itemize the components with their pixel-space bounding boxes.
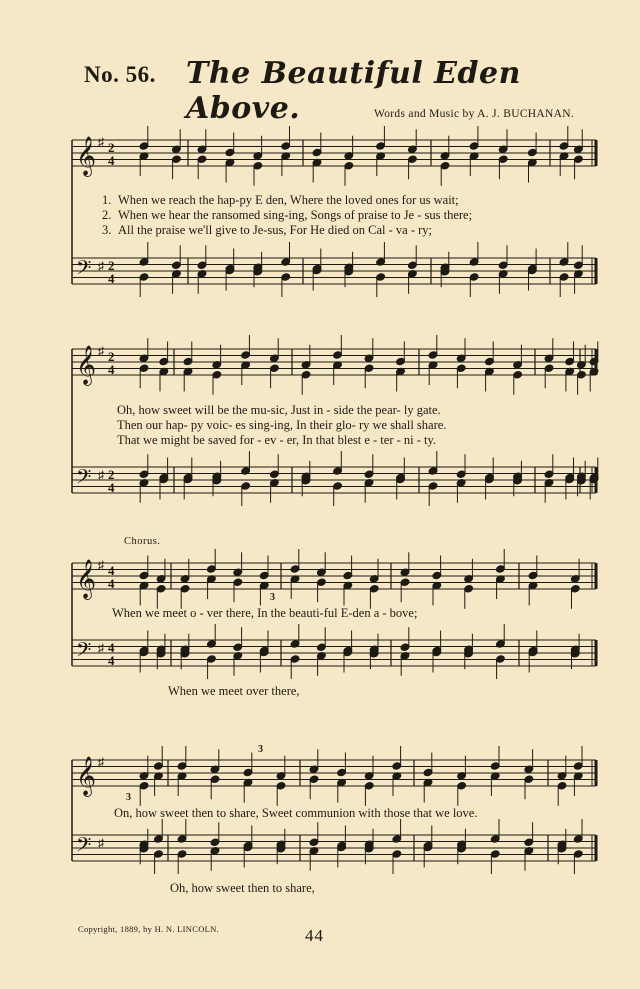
time-signature: 2 [108, 349, 115, 364]
time-signature: 2 [108, 467, 115, 482]
verse-3-line-1 [102, 223, 432, 238]
clef: 𝄞 [76, 345, 97, 385]
key-signature: ♯ [98, 135, 104, 149]
key-signature: ♯ [98, 641, 104, 655]
clef: 𝄞 [76, 559, 97, 599]
time-signature: 4 [108, 480, 115, 495]
time-signature: 4 [108, 576, 115, 591]
time-signature: 4 [108, 153, 115, 168]
verse-1-line-2: Oh, how sweet will be the mu-sic, Just in - side the pear- ly gate. [117, 403, 441, 417]
key-signature: ♯ [98, 468, 104, 482]
verse-2-line-2: Then our hap- py voic- es sing-ing, In their glo- ry we shall share. [117, 418, 447, 432]
key-signature: ♯ [98, 344, 104, 358]
time-signature: 4 [108, 653, 115, 668]
verse-text: When we reach the hap-py E den, Where the loved ones for us wait; [118, 193, 459, 207]
key-signature: ♯ [98, 558, 104, 572]
chorus-line-1: When we meet o - ver there, In the beauti-ful E-den a - bove; [112, 606, 418, 620]
verse-number: 1. [102, 193, 112, 207]
key-signature: ♯ [98, 755, 104, 769]
key-signature: ♯ [98, 836, 104, 850]
triplet-mark: 3 [270, 592, 275, 603]
copyright: Copyright, 1889, by H. N. LINCOLN. [78, 924, 219, 934]
hymn-title: The Beautiful Eden Above. [186, 56, 521, 126]
clef: 𝄞 [76, 136, 97, 176]
clef: 𝄢 [76, 465, 92, 493]
verse-number: 3. [102, 223, 112, 237]
time-signature: 4 [108, 563, 115, 578]
chorus-line-2: On, how sweet then to share, Sweet communion with those that we love. [114, 806, 478, 820]
clef: 𝄢 [76, 638, 92, 666]
clef: 𝄞 [76, 756, 97, 796]
verse-number: 2. [102, 208, 112, 222]
time-signature: 4 [108, 640, 115, 655]
key-signature: ♯ [98, 259, 104, 273]
verse-text: When we hear the ransomed sing-ing, Songs of praise to Je - sus there; [118, 208, 473, 222]
verse-1-line-1 [102, 193, 459, 208]
verse-text: All the praise we'll give to Je-sus, For He died on Cal - va - ry; [118, 223, 432, 237]
composer-credit: Words and Music by A. J. BUCHANAN. [374, 108, 574, 120]
page-number: 44 [305, 926, 324, 945]
triplet-mark: 3 [258, 744, 263, 755]
time-signature: 4 [108, 271, 115, 286]
chorus-bass-line-2: Oh, how sweet then to share, [170, 881, 315, 895]
verse-2-line-1 [102, 208, 472, 223]
time-signature: 2 [108, 258, 115, 273]
hymn-number: No. 56. [84, 62, 156, 87]
time-signature: 4 [108, 362, 115, 377]
verse-3-line-2: That we might be saved for - ev - er, In that blest e - ter - ni - ty. [117, 433, 437, 447]
chorus-label: Chorus. [124, 536, 161, 547]
time-signature: 2 [108, 140, 115, 155]
clef: 𝄢 [76, 833, 92, 861]
triplet-mark: 3 [126, 792, 131, 803]
clef: 𝄢 [76, 256, 92, 284]
chorus-bass-line-1: When we meet over there, [168, 684, 300, 698]
